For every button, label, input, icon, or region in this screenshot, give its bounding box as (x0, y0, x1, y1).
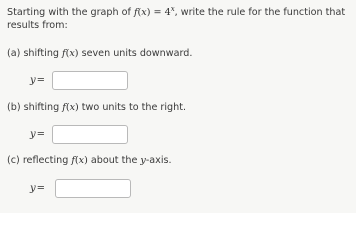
part-b-function: f(x) (62, 102, 79, 113)
intro-text-after: , write the rule for the function that (174, 7, 346, 18)
part-a-function: f(x) (62, 48, 79, 59)
problem-intro-line2 (7, 20, 68, 32)
function-exponent: x (170, 5, 175, 13)
part-b-label: (b) (7, 102, 21, 113)
part-b-answer-input[interactable] (52, 125, 128, 144)
part-c-axis-variable: y (140, 155, 146, 166)
function-base: 4 (164, 7, 171, 18)
part-b-prompt (7, 102, 186, 114)
intro-function-definition: $f(x) = 4^x$ (133, 5, 175, 18)
problem-intro-line1 (7, 7, 345, 19)
intro-text-before: Starting with the graph of (7, 7, 134, 18)
part-a-answer-label: y= (30, 75, 46, 86)
part-b-text-before: shifting (23, 102, 63, 113)
function-name: f (133, 7, 138, 18)
part-c-text-before: reflecting (22, 155, 72, 166)
part-a-prompt (7, 48, 192, 60)
part-c-answer-input[interactable] (55, 179, 131, 198)
intro-line2-text: results from: (7, 20, 68, 31)
part-a-text-before: shifting (23, 48, 63, 59)
function-variable: x (141, 7, 147, 18)
part-c-function: f(x) (71, 155, 88, 166)
part-c-text-after: about the (90, 155, 141, 166)
part-b-answer-label: y= (30, 129, 46, 140)
part-a-label: (a) (7, 48, 21, 59)
part-a-answer-input[interactable] (52, 71, 128, 90)
part-c-prompt (7, 155, 172, 167)
part-c-axis-suffix: -axis. (145, 155, 172, 166)
part-c-label: (c) (7, 155, 20, 166)
part-a-text-after: seven units downward. (81, 48, 193, 59)
part-c-answer-label: y= (30, 183, 46, 194)
part-b-text-after: two units to the right. (81, 102, 187, 113)
